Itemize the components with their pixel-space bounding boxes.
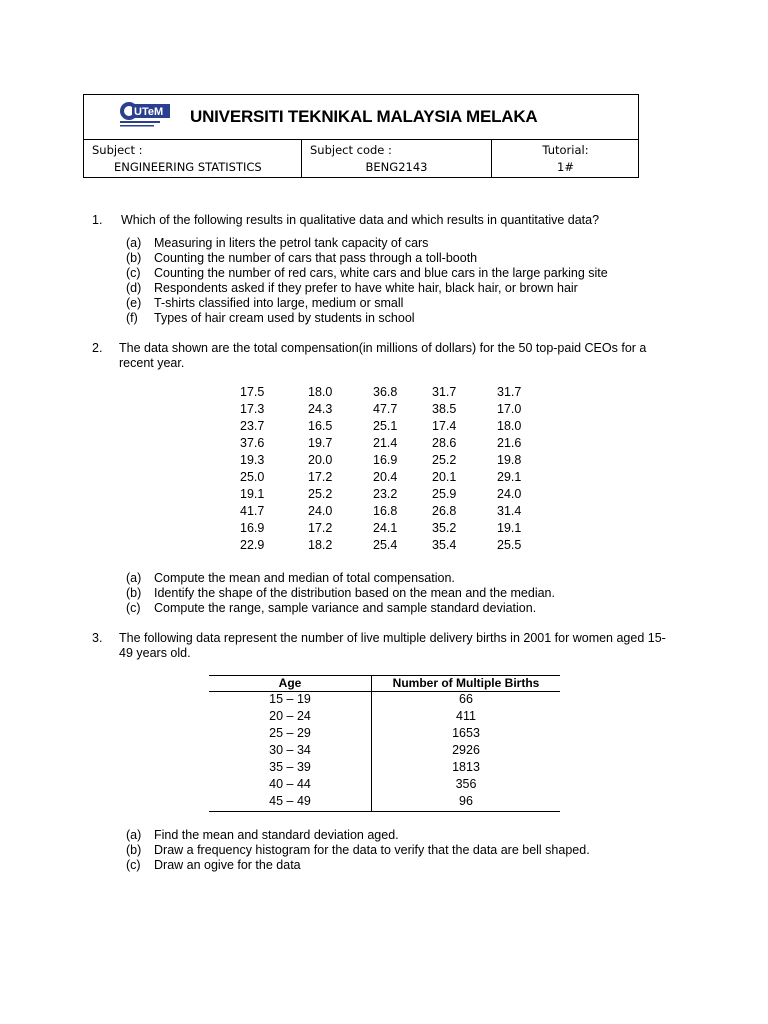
q3-text-line1: The following data represent the number of live multiple delivery births in 2001 for women aged 15- <box>119 631 666 645</box>
table-row: 45 – 49 96 <box>269 794 473 808</box>
header-box <box>83 94 639 178</box>
q3-item: (a) Find the mean and standard deviation aged. <box>126 828 399 842</box>
tutorial-label: Tutorial: <box>542 143 589 157</box>
university-title: UNIVERSITI TEKNIKAL MALAYSIA MELAKA <box>190 107 538 126</box>
q1-item: (c) Counting the number of red cars, white cars and blue cars in the large parking site <box>126 266 608 280</box>
q2-item: (c) Compute the range, sample variance and sample standard deviation. <box>126 601 537 615</box>
subject-code-cell <box>302 139 492 178</box>
table-row: 15 – 19 66 <box>269 692 473 706</box>
subject-value: ENGINEERING STATISTICS <box>114 160 262 174</box>
q1-item: (b) Counting the number of cars that pass through a toll-booth <box>126 251 478 265</box>
table-row: 20 – 24 411 <box>269 709 476 723</box>
subject-code-label: Subject code : <box>310 143 392 157</box>
header-info-row <box>84 139 638 178</box>
q1-text: Which of the following results in qualitative data and which results in quantitative data? <box>121 213 600 227</box>
q1-number: 1. <box>92 213 103 227</box>
table-row: 35 – 39 1813 <box>269 760 480 774</box>
table-row: 40 – 44 356 <box>269 777 477 791</box>
q1-item: (f) Types of hair cream used by students in school <box>126 311 415 325</box>
q3-item: (b) Draw a frequency histogram for the data to verify that the data are bell shaped. <box>126 843 590 857</box>
q2-text-line2: recent year. <box>119 356 185 370</box>
table-row: 30 – 34 2926 <box>269 743 480 757</box>
subject-code-value: BENG2143 <box>365 160 428 174</box>
svg-text:UTeM: UTeM <box>134 106 164 118</box>
q3-number: 3. <box>92 631 103 645</box>
q2-text-line1: The data shown are the total compensation(in millions of dollars) for the 50 top-paid CEOs for a <box>119 341 647 355</box>
q1-item: (e) T-shirts classified into large, medium or small <box>126 296 404 310</box>
tutorial-value: 1# <box>557 160 574 174</box>
q1-item: (a) Measuring in liters the petrol tank capacity of cars <box>126 236 429 250</box>
tutorial-cell <box>492 139 639 178</box>
q2-number: 2. <box>92 341 103 355</box>
q2-item: (a) Compute the mean and median of total compensation. <box>126 571 455 585</box>
table-bottom-rule <box>209 811 560 812</box>
table-row: 25 – 29 1653 <box>269 726 480 740</box>
utem-logo <box>118 100 170 130</box>
q3-item: (c) Draw an ogive for the data <box>126 858 301 872</box>
q2-item: (b) Identify the shape of the distribution based on the mean and the median. <box>126 586 555 600</box>
q1-item: (d) Respondents asked if they prefer to have white hair, black hair, or brown hair <box>126 281 578 295</box>
table-header-age: Age <box>278 676 302 690</box>
subject-label: Subject : <box>92 143 143 157</box>
table-header-births: Number of Multiple Births <box>392 676 540 690</box>
header-title-row <box>84 95 638 140</box>
subject-cell <box>84 139 302 178</box>
q3-text-line2: 49 years old. <box>119 646 191 660</box>
